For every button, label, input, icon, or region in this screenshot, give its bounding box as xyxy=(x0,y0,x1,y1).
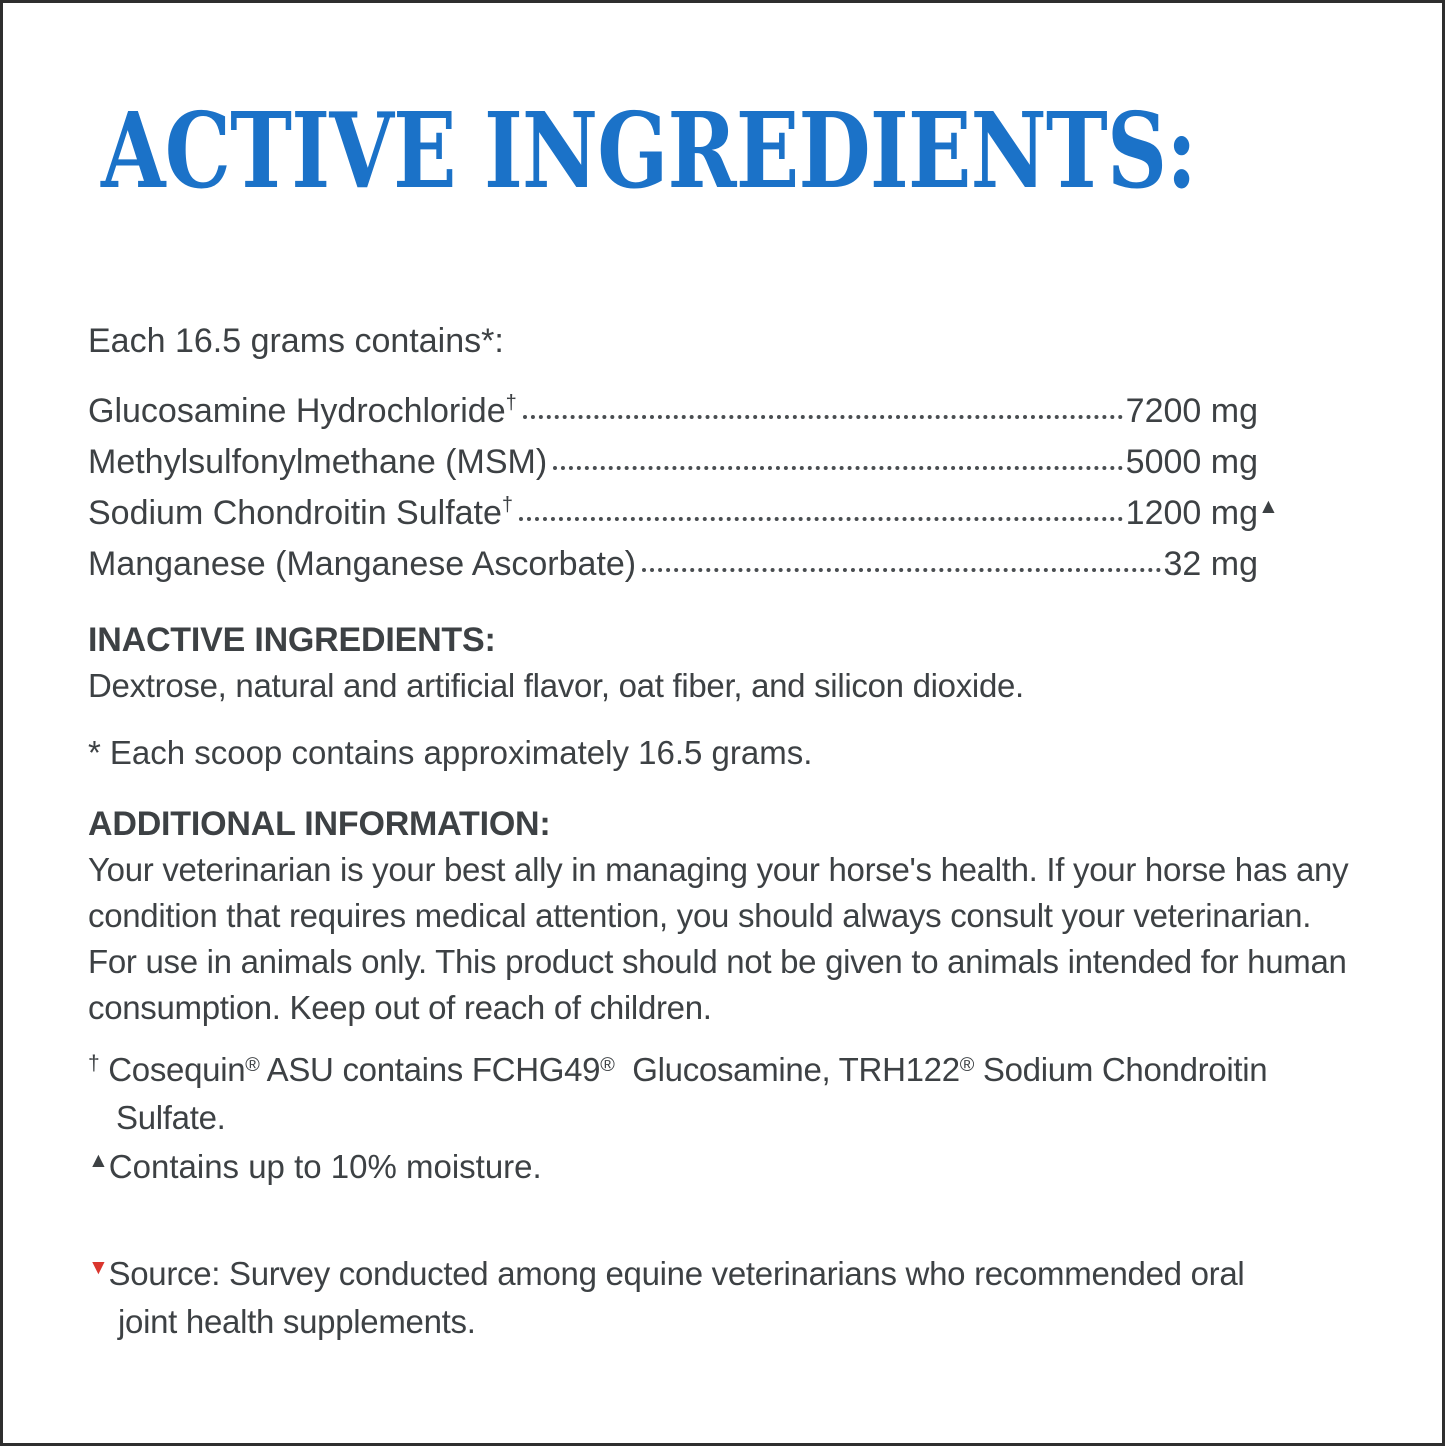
moisture-footnote xyxy=(88,1144,542,1190)
dotted-leader xyxy=(519,517,1123,521)
dagger-footnote xyxy=(88,1041,1361,1142)
ingredient-name: Manganese (Manganese Ascorbate) xyxy=(88,545,637,583)
asterisk-marker: * xyxy=(88,734,101,771)
ingredient-amount: 5000 mg xyxy=(1125,443,1258,481)
additional-information-heading: ADDITIONAL INFORMATION: xyxy=(88,805,551,843)
dagger-marker: † xyxy=(505,392,517,414)
dagger-footnote-text: Cosequin xyxy=(99,1051,246,1088)
registered-trademark-icon: ® xyxy=(600,1054,615,1076)
dagger-footnote-text: ASU contains FCHG49 xyxy=(259,1051,601,1088)
ingredient-amount: 32 mg xyxy=(1163,545,1258,583)
source-footnote xyxy=(88,1250,1278,1346)
inactive-ingredients-body: Dextrose, natural and artificial flavor, oat fiber, and silicon dioxide. xyxy=(88,667,1024,704)
registered-trademark-icon: ® xyxy=(959,1054,975,1076)
ingredient-row xyxy=(88,488,1279,539)
source-footnote-text: Source: Survey conducted among equine veterinarians who recommended oral joint health supplements. xyxy=(108,1255,1245,1340)
dotted-leader xyxy=(553,466,1123,470)
ingredient-name: Methylsulfonylmethane (MSM) xyxy=(88,443,548,481)
ingredients-table xyxy=(88,386,1279,590)
dagger-marker: † xyxy=(501,494,514,516)
triangle-down-red-marker: ▼ xyxy=(88,1256,109,1279)
additional-information-body: Your veterinarian is your best ally in managing your horse's health. If your horse has any condition that requires medical attention, you should always consult your veterinarian. For use in animals only. This product should not be given to animals intended for human consumption. Keep out of reach of children. xyxy=(88,851,1349,1026)
ingredient-amount: 7200 mg xyxy=(1125,392,1258,430)
dagger-footnote-text: Glucosamine, TRH122 xyxy=(614,1051,960,1088)
dotted-leader xyxy=(523,415,1123,419)
triangle-up-marker: ▲ xyxy=(88,1149,109,1172)
page-title: ACTIVE INGREDIENTS: xyxy=(101,89,1197,212)
additional-information-section xyxy=(88,801,1360,1031)
serving-size-line: Each 16.5 grams contains*: xyxy=(88,322,504,360)
inactive-ingredients-section xyxy=(88,617,1358,709)
ingredient-name: Sodium Chondroitin Sulfate† xyxy=(88,494,514,532)
scoop-footnote-text: Each scoop contains approximately 16.5 grams. xyxy=(109,734,813,771)
moisture-footnote-text: Contains up to 10% moisture. xyxy=(108,1148,542,1185)
ingredient-row xyxy=(88,539,1258,590)
ingredient-row xyxy=(88,437,1258,488)
ingredient-row xyxy=(88,386,1258,437)
inactive-ingredients-heading: INACTIVE INGREDIENTS: xyxy=(88,621,496,659)
dotted-leader xyxy=(642,568,1160,572)
scoop-footnote xyxy=(88,730,812,776)
ingredient-amount: 1200 mg▲ xyxy=(1125,494,1279,532)
ingredient-name: Glucosamine Hydrochloride† xyxy=(88,392,517,430)
registered-trademark-icon: ® xyxy=(245,1054,260,1076)
dagger-marker: † xyxy=(88,1052,100,1075)
dagger-footnote-text: Sodium Chondroitin Sulfate. xyxy=(116,1051,1277,1136)
